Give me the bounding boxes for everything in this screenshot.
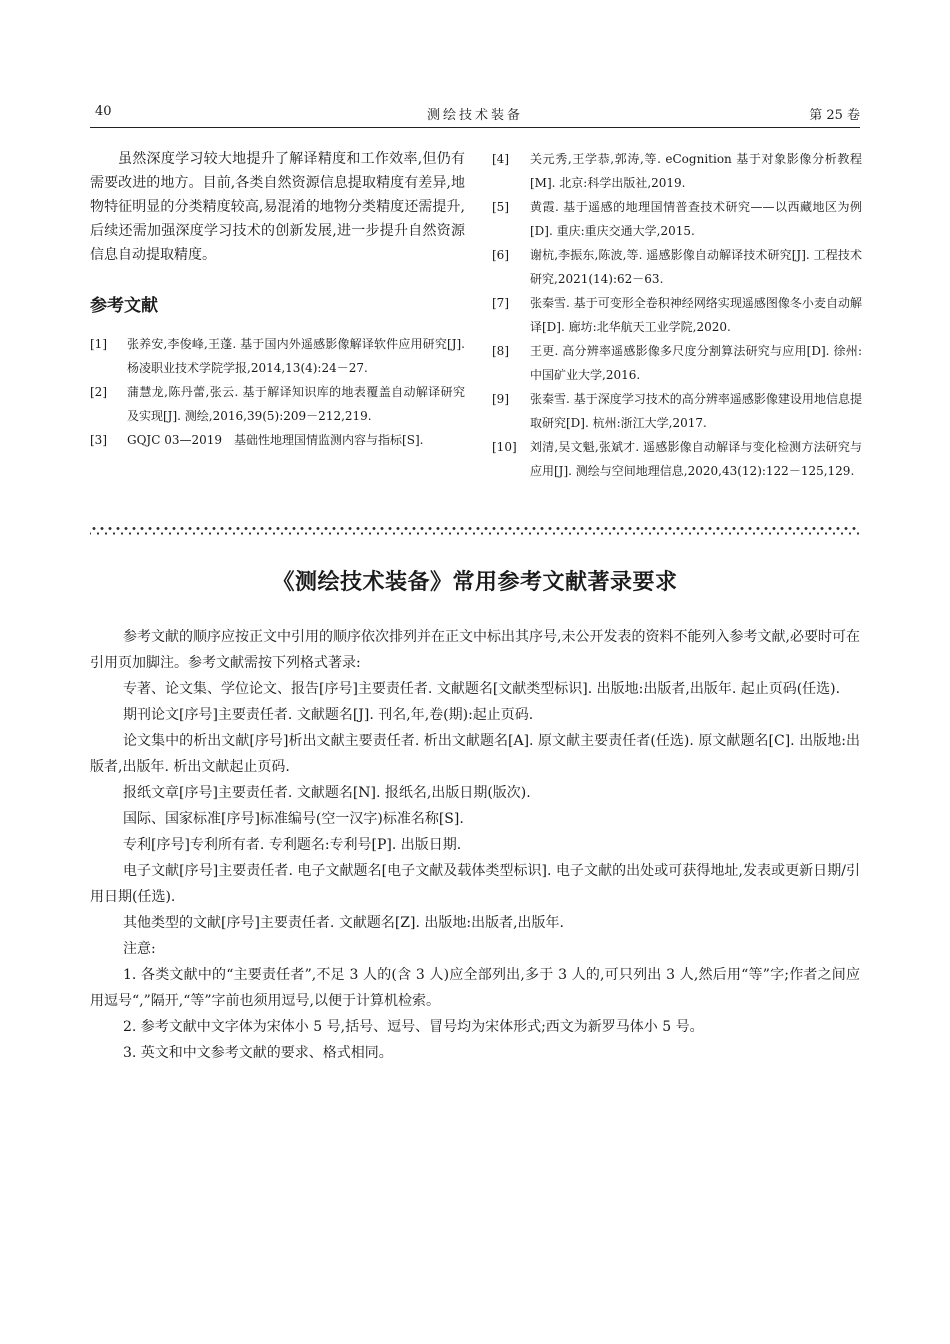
- dotted-divider: [90, 526, 860, 536]
- notice-paragraph: 其他类型的文献[序号]主要责任者. 文献题名[Z]. 出版地:出版者,出版年.: [123, 915, 564, 931]
- notice-paragraph: 专利[序号]专利所有者. 专利题名:专利号[P]. 出版日期.: [123, 837, 462, 853]
- left-column: [90, 147, 465, 452]
- reference-number: [7]: [492, 296, 509, 310]
- notice-title: 《测绘技术装备》常用参考文献著录要求: [272, 569, 678, 595]
- notice-paragraph: 国际、国家标准[序号]标准编号(空一汉字)标准名称[S].: [123, 811, 464, 827]
- reference-number: [2]: [90, 385, 107, 399]
- reference-item: [492, 291, 862, 339]
- volume-label: 第 25 卷: [809, 108, 860, 123]
- right-column: [492, 147, 862, 483]
- reference-text: 王更. 高分辨率遥感影像多尺度分割算法研究与应用[D]. 徐州:中国矿业大学,2016.: [530, 344, 862, 382]
- notice-paragraph: 专著、论文集、学位论文、报告[序号]主要责任者. 文献题名[文献类型标识]. 出版地:出版者,出版年. 起止页码(任选).: [123, 681, 841, 697]
- notice-paragraph: 报纸文章[序号]主要责任者. 文献题名[N]. 报纸名,出版日期(版次).: [123, 785, 531, 801]
- page-number: 40: [95, 104, 112, 119]
- reference-item: [90, 332, 465, 380]
- references-title: 参考文献: [90, 296, 158, 316]
- reference-item: [492, 387, 862, 435]
- reference-item: [492, 435, 862, 483]
- reference-item: [492, 195, 862, 243]
- reference-number: [1]: [90, 337, 107, 351]
- notice-body: [90, 624, 860, 1066]
- notice-paragraph: 1. 各类文献中的“主要责任者”,不足 3 人的(含 3 人)应全部列出,多于 3 人的,可只列出 3 人,然后用“等”字;作者之间应用逗号“,”隔开,“等”字前也须用逗号,以便于计算机检索。: [90, 967, 860, 1009]
- reference-list-left: [90, 332, 465, 452]
- reference-number: [9]: [492, 392, 509, 406]
- reference-number: [5]: [492, 200, 509, 214]
- notice-paragraph: 参考文献的顺序应按正文中引用的顺序依次排列并在正文中标出其序号,未公开发表的资料不能列入参考文献,必要时可在引用页加脚注。参考文献需按下列格式著录:: [90, 629, 860, 671]
- reference-text: 张养安,李俊峰,王蓬. 基于国内外遥感影像解译软件应用研究[J]. 杨凌职业技术学院学报,2014,13(4):24－27.: [127, 337, 465, 375]
- conclusion-paragraph: 虽然深度学习较大地提升了解译精度和工作效率,但仍有需要改进的地方。目前,各类自然资源信息提取精度有差异,地物特征明显的分类精度较高,易混淆的地物分类精度还需提升,后续还需加强深度学习技术的创新发展,进一步提升自然资源信息自动提取精度。: [90, 151, 465, 263]
- reference-text: 张秦雪. 基于可变形全卷积神经网络实现遥感图像冬小麦自动解译[D]. 廊坊:北华航天工业学院,2020.: [530, 296, 862, 334]
- reference-number: [10]: [492, 440, 517, 454]
- reference-text: 蒲慧龙,陈丹蕾,张云. 基于解译知识库的地表覆盖自动解译研究及实现[J]. 测绘,2016,39(5):209－212,219.: [127, 385, 465, 423]
- reference-item: [492, 243, 862, 291]
- reference-number: [6]: [492, 248, 509, 262]
- reference-number: [4]: [492, 152, 509, 166]
- reference-text: 关元秀,王学恭,郭涛,等. eCognition 基于对象影像分析教程[M]. 北京:科学出版社,2019.: [530, 152, 862, 190]
- reference-list-right: [492, 147, 862, 483]
- notice-paragraph: 论文集中的析出文献[序号]析出文献主要责任者. 析出文献题名[A]. 原文献主要责任者(任选). 原文献题名[C]. 出版地:出版者,出版年. 析出文献起止页码.: [90, 733, 860, 775]
- reference-item: [492, 147, 862, 195]
- reference-item: [90, 428, 465, 452]
- notice-paragraph: 2. 参考文献中文字体为宋体小 5 号,括号、逗号、冒号均为宋体形式;西文为新罗马体小 5 号。: [123, 1019, 704, 1035]
- reference-text: 张秦雪. 基于深度学习技术的高分辨率遥感影像建设用地信息提取研究[D]. 杭州:浙江大学,2017.: [530, 392, 862, 430]
- reference-item: [492, 339, 862, 387]
- reference-text: 黄霞. 基于遥感的地理国情普查技术研究——以西藏地区为例[D]. 重庆:重庆交通大学,2015.: [530, 200, 862, 238]
- reference-number: [3]: [90, 433, 107, 447]
- notice-paragraph: 电子文献[序号]主要责任者. 电子文献题名[电子文献及载体类型标识]. 电子文献的出处或可获得地址,发表或更新日期/引用日期(任选).: [90, 863, 860, 905]
- journal-name: 测绘技术装备: [426, 108, 523, 123]
- header-rule: [90, 127, 860, 128]
- notice-paragraph: 3. 英文和中文参考文献的要求、格式相同。: [123, 1045, 393, 1061]
- reference-text: GQJC 03—2019 基础性地理国情监测内容与指标[S].: [127, 433, 424, 447]
- reference-text: 刘清,吴文魁,张斌才. 遥感影像自动解译与变化检测方法研究与应用[J]. 测绘与空间地理信息,2020,43(12):122－125,129.: [530, 440, 862, 478]
- notice-paragraph: 期刊论文[序号]主要责任者. 文献题名[J]. 刊名,年,卷(期):起止页码.: [123, 707, 534, 723]
- reference-item: [90, 380, 465, 428]
- notice-paragraph: 注意:: [123, 941, 156, 957]
- reference-text: 谢杭,李振东,陈波,等. 遥感影像自动解译技术研究[J]. 工程技术研究,2021(14):62－63.: [530, 248, 862, 286]
- reference-number: [8]: [492, 344, 509, 358]
- page-header: [90, 104, 860, 126]
